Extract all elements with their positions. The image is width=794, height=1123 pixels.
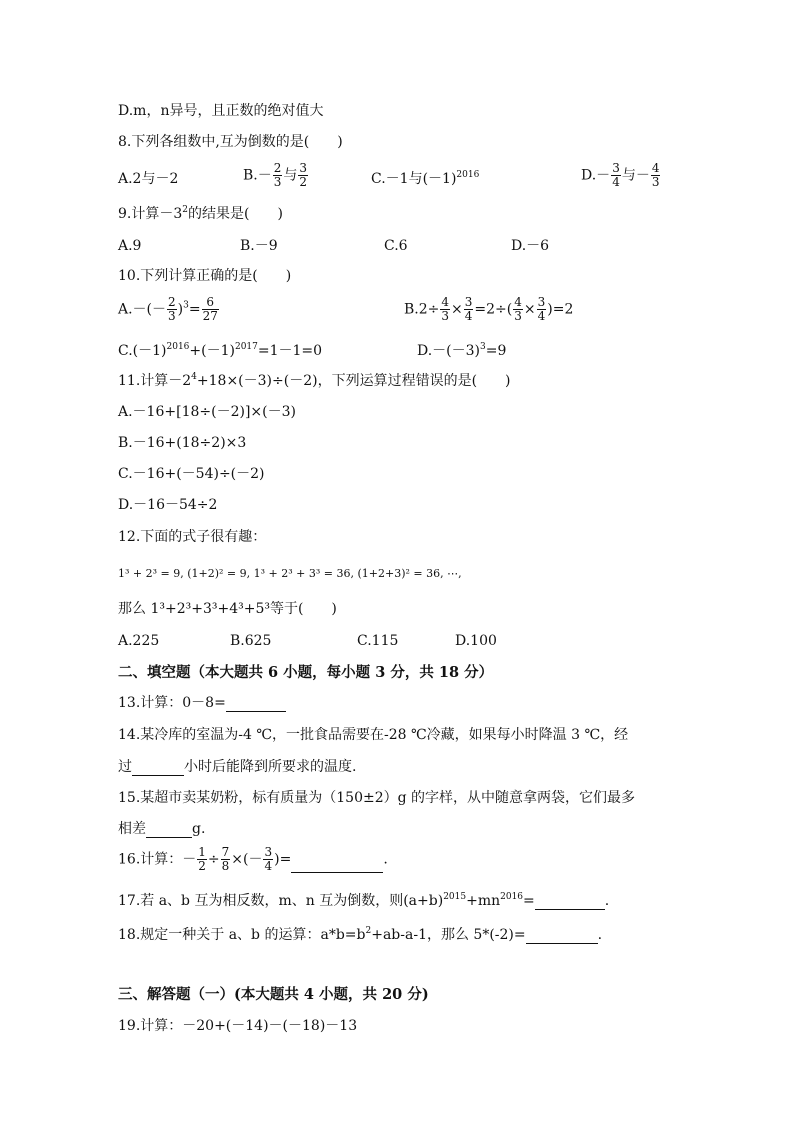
q19: 19.计算：－20+(－14)－(－18)－13 — [118, 1018, 358, 1034]
q12-option-a: A.225 — [118, 633, 160, 649]
fraction: $\frac{2}{3}$ — [168, 295, 176, 323]
q15-line-2: 相差 g. — [118, 821, 206, 837]
q8-option-a: A.2与－2 — [118, 171, 179, 187]
q8-option-b — [243, 162, 309, 189]
q14-line-2: 过 小时后能降到所要求的温度. — [118, 759, 357, 775]
q17: 17.若 a、b 互为相反数，m、n 互为倒数，则$(a+b)^{2015}+mn^{2016}=$ . — [118, 892, 610, 909]
q7-option-d: D.m，n异号，且正数的绝对值大 — [118, 103, 324, 119]
q12-stem: 12.下面的式子很有趣： — [118, 529, 267, 545]
answer-blank — [535, 895, 605, 910]
q9-option-d: D.－6 — [511, 238, 550, 254]
q9-option-b: B.－9 — [240, 238, 278, 254]
q14-line-1: 14.某冷库的室温为-4 ℃，一批食品需要在-28 ℃冷藏，如果每小时降温 3 ℃，经 — [118, 727, 629, 743]
q9-option-a: A.9 — [118, 238, 142, 254]
fraction: $\frac{1}{2}$ — [198, 845, 206, 873]
q11-option-a: A.－16+[18÷(－2)]×(－3) — [118, 404, 296, 420]
answer-blank — [291, 858, 383, 873]
fraction: $\frac{3}{2}$ — [299, 161, 308, 189]
q10-option-b: B.2÷ $\frac{4}{3}$ × $\frac{3}{4}$ =2÷( $\frac{4}{3}$ × $\frac{3}{4}$ )=2 — [404, 295, 574, 323]
fraction: $\frac{3}{4}$ — [612, 161, 620, 189]
q12-option-c: C.115 — [357, 633, 399, 649]
q18: 18.规定一种关于 a、b 的运算：$a*b=b^2+ab-a-1$，那么 5*(-2)= . — [118, 926, 603, 943]
q8-option-d: D.－ $\frac{3}{4}$ 与－ $\frac{4}{3}$ — [581, 161, 660, 189]
q13: 13.计算：0－8= — [118, 694, 286, 712]
answer-blank — [526, 929, 598, 944]
section-3-heading: 三、解答题（一）(本大题共 4 小题，共 20 分) — [118, 986, 429, 1003]
answer-blank — [132, 761, 184, 776]
q8-stem: 8.下列各组数中,互为倒数的是( ) — [118, 134, 343, 150]
fraction: $\frac{3}{4}$ — [537, 295, 546, 323]
fraction: $\frac{7}{8}$ — [221, 845, 230, 873]
fraction: $\frac{2}{3}$ — [273, 161, 282, 189]
q10-stem: 10.下列计算正确的是( ) — [118, 268, 292, 284]
fraction: $\frac{3}{4}$ — [264, 845, 273, 873]
section-2-heading: 二、填空题（本大题共 6 小题，每小题 3 分，共 18 分） — [118, 664, 494, 681]
q9-option-c: C.6 — [384, 238, 408, 254]
q11-option-d: D.－16－54÷2 — [118, 497, 218, 513]
q10-option-a: A.－(－ $\frac{2}{3}$ )$^3$= $\frac{6}{27}$ — [118, 295, 218, 323]
q15-line-1: 15.某超市卖某奶粉，标有质量为（150±2）g 的字样，从中随意拿两袋，它们最多 — [118, 790, 636, 806]
fraction: $\frac{3}{4}$ — [464, 295, 473, 323]
fraction: $\frac{6}{27}$ — [202, 295, 218, 323]
q11-option-c: C.－16+(－54)÷(－2) — [118, 466, 265, 482]
fraction: $\frac{4}{3}$ — [514, 295, 522, 323]
q10-option-d: $D.-(-3)^3=9$ — [417, 342, 507, 359]
q8-option-c: C.－1与$(-1)^{2016}$ — [371, 170, 480, 187]
q9-stem: 9.计算$-3^2$的结果是( ) — [118, 205, 283, 222]
q12-option-b: B.625 — [230, 633, 272, 649]
q12-formula: 1³ + 2³ = 9, (1+2)² = 9, 1³ + 2³ + 3³ = 36, (1+2+3)² = 36, ⋯, — [118, 567, 462, 580]
q11-option-b: B.－16+(18÷2)×3 — [118, 435, 247, 451]
q12-option-d: D.100 — [455, 633, 497, 649]
q8b-prefix: B.－ — [243, 167, 272, 184]
q12-question: 那么 1³+2³+3³+4³+5³等于( ) — [118, 601, 337, 617]
fraction: $\frac{4}{3}$ — [651, 161, 660, 189]
q10-option-c: $C.(-1)^{2016}+(-1)^{2017}=1-1=0$ — [118, 342, 323, 359]
answer-blank — [226, 697, 286, 712]
q16: 16.计算：－ $\frac{1}{2}$ ÷ $\frac{7}{8}$ ×(－ $\frac{3}{4}$ )= . — [118, 845, 388, 873]
q8b-mid: 与 — [283, 167, 298, 184]
q11-stem: 11.计算$-2^4+18\times(-3)\div(-2)$，下列运算过程错误的是( ) — [118, 372, 511, 389]
answer-blank — [146, 823, 192, 838]
fraction: $\frac{4}{3}$ — [441, 295, 450, 323]
